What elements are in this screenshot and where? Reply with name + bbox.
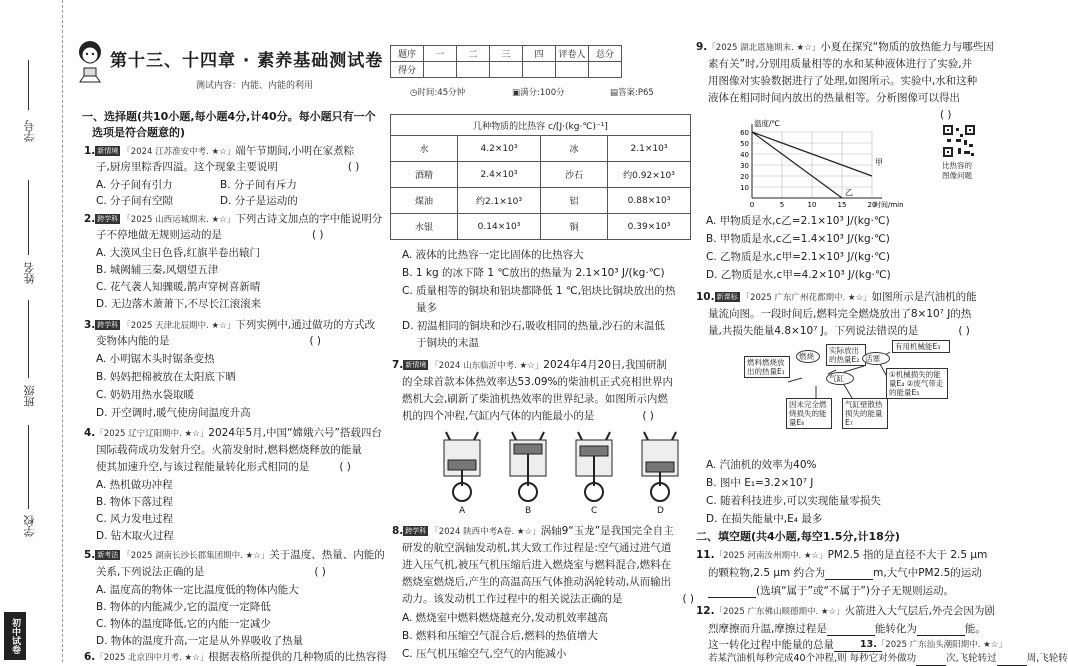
q4-option-b: B. 物体下落过程 xyxy=(96,496,173,508)
q7-stem: 2024年4月20日,我国研制 xyxy=(543,359,667,371)
q5-number: 5. xyxy=(84,549,96,561)
q1-stem: 端午节期间,小明在家煮粽 xyxy=(235,145,355,157)
q5-stem: 关于温度、热量、内能的 xyxy=(269,549,385,561)
score-header-row xyxy=(391,46,622,62)
q9-source: 「2025 湖北恩施期末. ★☆」 xyxy=(707,43,821,53)
q7-source: 「2024 山东临沂中考. ★☆」 xyxy=(430,361,544,371)
q7-stem4: 机的四个冲程,气缸内气体的内能最小的是 xyxy=(402,410,595,422)
q2-line1 xyxy=(84,212,382,227)
q6-line1 xyxy=(84,650,387,665)
q7-number: 7. xyxy=(392,359,404,371)
time-text: 时间:45分钟 xyxy=(417,88,466,98)
q13-stem2b: 次,飞轮转过 xyxy=(946,653,997,664)
qr-caption-2: 图像问题 xyxy=(942,171,972,180)
q12-stem3: 这一转化过程中能量的总量 xyxy=(708,639,834,651)
student-id-line xyxy=(28,60,29,110)
q13-stem2c: 周,飞轮转 xyxy=(1026,653,1068,664)
q4-line3 xyxy=(96,460,351,474)
energy-box-e7: 气缸壁散热损失的能量E₇ xyxy=(842,398,888,429)
table-cell: 煤油 xyxy=(391,188,458,214)
q10-line2: 量流向图。一段时间后,燃料完全燃烧放出了8×10⁷ J的热 xyxy=(708,308,972,320)
q12-stem2b: 能转化为 xyxy=(874,623,917,635)
score-cell: 三 xyxy=(490,46,523,62)
q1-line1 xyxy=(84,144,354,159)
table-cell: 2.1×10³ xyxy=(608,136,691,162)
score-text: 满分:100分 xyxy=(520,88,565,98)
table-cell: 4.2×10³ xyxy=(458,136,541,162)
score-icon: ▣ xyxy=(512,88,521,98)
answer-meta xyxy=(610,86,654,98)
q4-number: 4. xyxy=(84,427,96,439)
table-cell: 水 xyxy=(391,136,458,162)
q11-number: 11. xyxy=(696,549,715,561)
table-row xyxy=(391,188,691,214)
school-line xyxy=(28,425,29,509)
section1-heading-cont: 选项是符合题意的) xyxy=(92,126,186,139)
q10-source: 「2025 广东广州花都期中. ★☆」 xyxy=(741,293,872,303)
brand-logo: 初中试卷 xyxy=(4,612,26,660)
q11-stem3: (选填“属于”或“不属于”)分子无规则运动。 xyxy=(756,585,954,597)
y-tick-label: 40 xyxy=(740,151,749,159)
q12-stem: 火箭进入大气层后,外壳会因为剧 xyxy=(844,605,995,617)
y-tick-label: 60 xyxy=(740,129,749,137)
q6-option-c-cont: 量多 xyxy=(416,302,437,314)
q9-line3: 用图像对实验数据进行了处理,如图所示。实验中,水和这种 xyxy=(708,75,978,87)
energy-box-e4-e5: ①机械损失的能量E₄ ②废气带走的能量E₅ xyxy=(886,368,948,399)
q5-tag: 新考法 xyxy=(97,551,119,559)
q3-stem2: 变物体内能的是 xyxy=(96,335,170,347)
q10-stem: 如图所示是汽油机的能 xyxy=(871,291,977,303)
q2-stem: 下列古诗文加点的字中能说明分 xyxy=(235,213,383,225)
q10-stem3: 量,共损失能量4.8×10⁷ J。下列说法错误的是 xyxy=(708,325,919,337)
x-tick-label: 20 xyxy=(867,201,877,209)
q4-option-d: D. 钻木取火过程 xyxy=(96,530,174,542)
score-cell: 四 xyxy=(523,46,556,62)
energy-box-e1: 燃料燃烧放出的热量E₁ xyxy=(744,356,790,378)
q3-tag: 跨学科 xyxy=(97,321,119,329)
q3-number: 3. xyxy=(84,319,96,331)
q1-option-d: D. 分子是运动的 xyxy=(220,195,298,207)
table-title: 几种物质的比热容 c/[J·(kg·℃)⁻¹] xyxy=(391,115,691,136)
q1-option-c: C. 分子间有空隙 xyxy=(96,195,174,207)
answer-text: 答案:P65 xyxy=(618,88,654,98)
q13-source: 「2025 广东汕头潮阳期中. ★☆」 xyxy=(876,640,1007,650)
q9-answer-blank: ( ) xyxy=(940,109,952,121)
temperature-time-chart xyxy=(728,118,908,210)
energy-box-e2: 实际放出的热量E₂ xyxy=(826,344,866,366)
q8-source: 「2024 陕西中考A卷. ★☆」 xyxy=(430,527,541,537)
q4-stem: 2024年5月,中国“嫦娥六号”搭载四台 xyxy=(208,427,382,439)
score-input[interactable] xyxy=(523,62,556,78)
table-row xyxy=(391,214,691,240)
table-row xyxy=(391,162,691,188)
q3-option-d: D. 开空调时,暖气使房间温度升高 xyxy=(96,407,251,419)
q12-source: 「2025 广东佛山顺德期中. ★☆」 xyxy=(714,607,845,617)
school-label: 学校 xyxy=(23,515,36,537)
q10-option-d: D. 在损失能量中,E₄ 最多 xyxy=(706,513,823,525)
table-cell: 0.39×10³ xyxy=(608,214,691,240)
section1-heading: 一、选择题(共10小题,每小题4分,计40分。每小题只有一个 xyxy=(82,110,376,123)
student-id-label: 学号 xyxy=(23,120,36,142)
score-cell: 一 xyxy=(424,46,457,62)
table-cell: 0.14×10³ xyxy=(458,214,541,240)
q11-stem2a: 的颗粒物,2.5 μm 约合为 xyxy=(708,567,826,579)
cartoon-avatar-icon xyxy=(72,38,108,84)
q8-line2: 研发的航空涡轴发动机,其大致工作过程是:空气通过进气道 xyxy=(402,542,672,554)
x-tick-label: 10 xyxy=(807,201,817,209)
energy-box-piston: 活塞 xyxy=(862,352,890,365)
y-tick-label: 10 xyxy=(740,184,749,192)
q8-answer-blank: ( ) xyxy=(682,593,695,605)
q11-source: 「2025 河南汝州期中. ★☆」 xyxy=(714,551,828,561)
q1-answer-blank: ( ) xyxy=(347,161,360,173)
q12-blank-1[interactable] xyxy=(827,625,875,636)
q8-option-b: B. 燃料和压缩空气混合后,燃料的热值增大 xyxy=(402,630,598,642)
q4-option-a: A. 热机做功冲程 xyxy=(96,479,173,491)
q9-option-a: A. 甲物质是水,c乙=2.1×10³ J/(kg·℃) xyxy=(706,215,890,227)
score-cell: 总分 xyxy=(589,46,622,62)
q2-tag: 跨学科 xyxy=(97,215,119,223)
q3-option-c: C. 奶奶用热水袋取暖 xyxy=(96,389,195,401)
q5-option-d: D. 物体的温度升高,一定是从外界吸收了热量 xyxy=(96,635,304,647)
qr-caption-1: 比热容的 xyxy=(942,161,972,170)
q1-source: 「2024 江苏淮安中考. ★☆」 xyxy=(122,147,236,157)
q10-number: 10. xyxy=(696,291,715,303)
q8-stem5: 动力。该发动机工作过程中的相关说法正确的是 xyxy=(402,593,623,605)
answer-icon: ▤ xyxy=(610,88,619,98)
q9-line4: 液体在相同时间内放出的热量相等。分析图像可以得出 xyxy=(708,92,960,104)
q2-option-c: C. 花气袭人知骤暖,鹊声穿树喜新晴 xyxy=(96,281,261,293)
table-cell: 沙石 xyxy=(541,162,608,188)
q3-answer-blank: ( ) xyxy=(309,335,322,347)
q6-source: 「2025 北京四中月考. ★☆」 xyxy=(95,653,209,663)
q11-line3 xyxy=(708,584,954,598)
energy-box-burn: 燃烧 xyxy=(796,350,820,363)
q2-source: 「2025 山西运城期末. ★☆」 xyxy=(122,215,236,225)
q8-line5 xyxy=(402,592,694,606)
score-value-row xyxy=(391,62,622,78)
score-meta xyxy=(512,86,565,98)
engine-c-icon xyxy=(576,432,612,501)
table-cell: 约2.1×10³ xyxy=(458,188,541,214)
table-cell: 铝 xyxy=(541,188,608,214)
q13-stem2a: 每秒它对外做功 xyxy=(849,653,917,664)
table-cell: 酒精 xyxy=(391,162,458,188)
q6-option-d: D. 初温相同的铜块和沙石,吸收相同的热量,沙石的末温低 xyxy=(402,320,665,332)
q2-option-b: B. 城阙辅三秦,风烟望五津 xyxy=(96,264,219,276)
q5-option-a: A. 温度高的物体一定比温度低的物体内能大 xyxy=(96,584,299,596)
q5-option-c: C. 物体的温度降低,它的内能一定减少 xyxy=(96,618,271,630)
score-cell: 评卷人 xyxy=(556,46,589,62)
table-title-row xyxy=(391,115,691,136)
q12-line3 xyxy=(708,638,882,652)
table-row xyxy=(391,136,691,162)
q13-number: 13. xyxy=(860,639,877,650)
q8-option-c: C. 压气机压缩空气,空气的内能减小 xyxy=(402,648,567,660)
table-cell: 2.4×10³ xyxy=(458,162,541,188)
score-input[interactable] xyxy=(589,62,622,78)
q13-blank-1[interactable] xyxy=(916,655,946,666)
q3-stem: 下列实例中,通过做功的方式改 xyxy=(235,319,376,331)
q9-line2: 素有关”时,分别用质量相等的水和某种液体进行了实验,并 xyxy=(708,58,973,70)
q8-line4: 燃烧室燃烧后,产生的高温高压气体推动涡轮转动,从而输出 xyxy=(402,576,672,588)
q8-stem: 涡轴9“玉龙”是我国完全自主 xyxy=(540,525,674,537)
class-label: 班级 xyxy=(23,385,36,407)
q13-line2 xyxy=(708,652,1068,666)
q5-line2 xyxy=(96,565,326,579)
score-input[interactable] xyxy=(556,62,589,78)
clock-icon: ◷ xyxy=(410,88,418,98)
q3-line1 xyxy=(84,318,375,333)
x-tick-label: 5 xyxy=(779,201,785,209)
score-table xyxy=(390,45,622,78)
q1-stem2: 子,厨房里粽香四溢。这个现象主要说明 xyxy=(96,161,278,173)
y-tick-label: 20 xyxy=(740,173,749,181)
score-input[interactable] xyxy=(457,62,490,78)
q10-line3 xyxy=(708,324,970,338)
y-tick-label: 30 xyxy=(740,162,749,170)
class-line xyxy=(28,300,29,378)
q9-option-c: C. 乙物质是水,c甲=2.1×10³ J/(kg·℃) xyxy=(706,251,891,263)
time-meta xyxy=(410,86,465,98)
table-cell: 约0.92×10³ xyxy=(608,162,691,188)
y-axis-label: 温度/℃ xyxy=(754,119,780,128)
score-cell: 二 xyxy=(457,46,490,62)
q4-stem3: 使其加速升空,与该过程能量转化形式相同的是 xyxy=(96,461,310,473)
q6-option-a: A. 液体的比热容一定比固体的比热容大 xyxy=(402,249,584,261)
engine-a-icon xyxy=(444,432,480,501)
q8-line3: 进入压气机,被压气机压缩后进入燃烧室与燃料混合,燃料在 xyxy=(402,559,672,571)
q10-option-b: B. 图中 E₁=3.2×10⁷ J xyxy=(706,477,814,489)
series-label-1: 甲 xyxy=(875,158,883,167)
q12-line2 xyxy=(708,622,986,636)
q2-option-a: A. 大漠风尘日色昏,红旗半卷出辕门 xyxy=(96,247,261,259)
engine-strokes-diagram xyxy=(430,428,690,518)
name-label: 姓名 xyxy=(23,262,36,284)
q4-line2: 国际载荷成功发射升空。火箭发射时,燃料燃烧释放的能量 xyxy=(96,444,362,456)
q4-source: 「2025 辽宁辽阳期中. ★☆」 xyxy=(95,429,209,439)
q10-line1 xyxy=(696,290,977,305)
energy-box-e3: 有用机械能E₃ xyxy=(892,340,950,353)
page-title: 第十三、十四章 · 素养基础测试卷 xyxy=(110,51,384,71)
engine-label-d: D xyxy=(657,506,664,516)
score-cell: 题序 xyxy=(391,46,424,62)
engine-label-c: C xyxy=(591,506,598,516)
engine-d-icon xyxy=(642,432,678,501)
q8-line1 xyxy=(392,524,674,539)
q13-blank-2[interactable] xyxy=(997,655,1027,666)
q12-stem2a: 烈摩擦而升温,摩擦过程是 xyxy=(708,623,827,635)
q12-number: 12. xyxy=(696,605,715,617)
engine-label-a: A xyxy=(459,506,466,516)
section2-heading: 二、填空题(共4小题,每空1.5分,计18分) xyxy=(696,530,900,543)
table-cell: 水银 xyxy=(391,214,458,240)
q2-line2 xyxy=(96,228,324,242)
x-tick-label: 0 xyxy=(749,201,755,209)
q11-line2 xyxy=(708,566,982,580)
q4-line1 xyxy=(84,426,382,441)
x-axis-label: 时间/min xyxy=(874,201,904,209)
q11-stem: PM2.5 指的是直径不大于 2.5 μm xyxy=(827,549,988,561)
q2-number: 2. xyxy=(84,213,96,225)
q9-option-b: B. 甲物质是水,c乙=1.4×10³ J/(kg·℃) xyxy=(706,233,890,245)
score-input[interactable] xyxy=(424,62,457,78)
x-tick-label: 15 xyxy=(837,201,847,209)
table-cell: 冰 xyxy=(541,136,608,162)
q9-stem: 小夏在探究“物质的放热能力与哪些因 xyxy=(820,41,994,53)
table-cell: 铜 xyxy=(541,214,608,240)
specific-heat-table xyxy=(390,114,691,240)
q9-number: 9. xyxy=(696,41,708,53)
q11-stem2b: m,大气中PM2.5的运动 xyxy=(873,567,982,579)
q12-stem2c: 能。 xyxy=(964,623,986,635)
binding-strip xyxy=(0,0,63,662)
q5-source: 「2025 湖南长沙长郡集团期中. ★☆」 xyxy=(122,551,270,561)
q7-line1 xyxy=(392,358,667,373)
q5-answer-blank: ( ) xyxy=(314,566,326,578)
score-cell: 得分 xyxy=(391,62,424,78)
q8-number: 8. xyxy=(392,525,404,537)
q5-stem2: 关系,下列说法正确的是 xyxy=(96,566,205,578)
q9-option-d: D. 乙物质是水,c甲=4.2×10³ J/(kg·℃) xyxy=(706,269,891,281)
q2-stem2: 子不停地做无规则运动的是 xyxy=(96,229,222,241)
q11-blank-2[interactable] xyxy=(708,587,756,598)
q10-option-a: A. 汽油机的效率为40% xyxy=(706,459,817,471)
q7-line2: 的全球首款本体热效率达53.09%的柴油机正式亮相世界内 xyxy=(402,376,674,388)
name-line xyxy=(28,180,29,255)
q13-line1 xyxy=(860,638,1007,652)
q4-answer-blank: ( ) xyxy=(339,461,351,473)
q2-option-d: D. 无边落木萧萧下,不尽长江滚滚来 xyxy=(96,298,262,310)
q1-line2 xyxy=(96,160,359,174)
q7-line3: 燃机大会,刷新了柴油机热效率的世界纪录。如图所示内燃 xyxy=(402,393,668,405)
q8-tag: 跨学科 xyxy=(405,527,427,535)
q2-answer-blank: ( ) xyxy=(312,229,324,241)
q10-tag: 新课标 xyxy=(716,293,738,301)
table-cell: 0.88×10³ xyxy=(608,188,691,214)
q1-option-a: A. 分子间有引力 xyxy=(96,179,173,191)
q6-option-d-cont: 于铜块的末温 xyxy=(416,337,479,349)
series-label-2: 乙 xyxy=(845,188,853,197)
q10-answer-blank: ( ) xyxy=(958,325,970,337)
q6-option-c: C. 质量相等的铜块和铝块都降低 1 ℃,铝块比铜块放出的热 xyxy=(402,285,676,297)
q9-line1 xyxy=(696,40,994,55)
q7-line4 xyxy=(402,409,654,423)
y-tick-label: 50 xyxy=(740,140,749,148)
q4-option-c: C. 风力发电过程 xyxy=(96,513,174,525)
q6-option-b: B. 1 kg 的冰下降 1 ℃放出的热量为 2.1×10³ J/(kg·℃) xyxy=(402,267,665,279)
score-input[interactable] xyxy=(490,62,523,78)
q7-tag: 新情境 xyxy=(405,361,427,369)
q3-option-a: A. 小明锯木头时锯条变热 xyxy=(96,353,215,365)
q10-option-c: C. 随着科技进步,可以实现能量零损失 xyxy=(706,495,881,507)
q3-line2 xyxy=(96,334,321,348)
q6-stem: 根据表格所提供的几种物质的比热容得 xyxy=(208,651,387,663)
q12-line1 xyxy=(696,604,995,619)
q1-option-b: B. 分子间有斥力 xyxy=(220,179,297,191)
energy-box-e6: 因未完全燃烧损失的能量E₆ xyxy=(786,398,832,429)
engine-b-icon xyxy=(510,432,546,501)
q6-number: 6. xyxy=(84,651,96,663)
page-subtitle: 测试内容：内能、内能的利用 xyxy=(196,81,314,91)
q8-option-a: A. 燃烧室中燃料燃烧越充分,发动机效率越高 xyxy=(402,612,609,624)
q3-source: 「2025 天津北辰期中. ★☆」 xyxy=(122,321,236,331)
q12-blank-2[interactable] xyxy=(917,625,965,636)
engine-label-b: B xyxy=(525,506,532,516)
q5-line1 xyxy=(84,548,385,563)
q13-stem: 若某汽油机每秒完成40个冲程,则 xyxy=(708,653,847,664)
energy-box-cylinder: 气缸 xyxy=(826,372,854,385)
q11-blank-1[interactable] xyxy=(825,569,873,580)
qr-code-icon[interactable] xyxy=(942,124,976,158)
q7-answer-blank: ( ) xyxy=(642,410,654,422)
q1-number: 1. xyxy=(84,145,96,157)
q3-option-b: B. 妈妈把棉被放在太阳底下晒 xyxy=(96,371,236,383)
q5-option-b: B. 物体的内能减少,它的温度一定降低 xyxy=(96,601,271,613)
q1-tag: 新情境 xyxy=(97,147,119,155)
q11-line1 xyxy=(696,548,987,563)
